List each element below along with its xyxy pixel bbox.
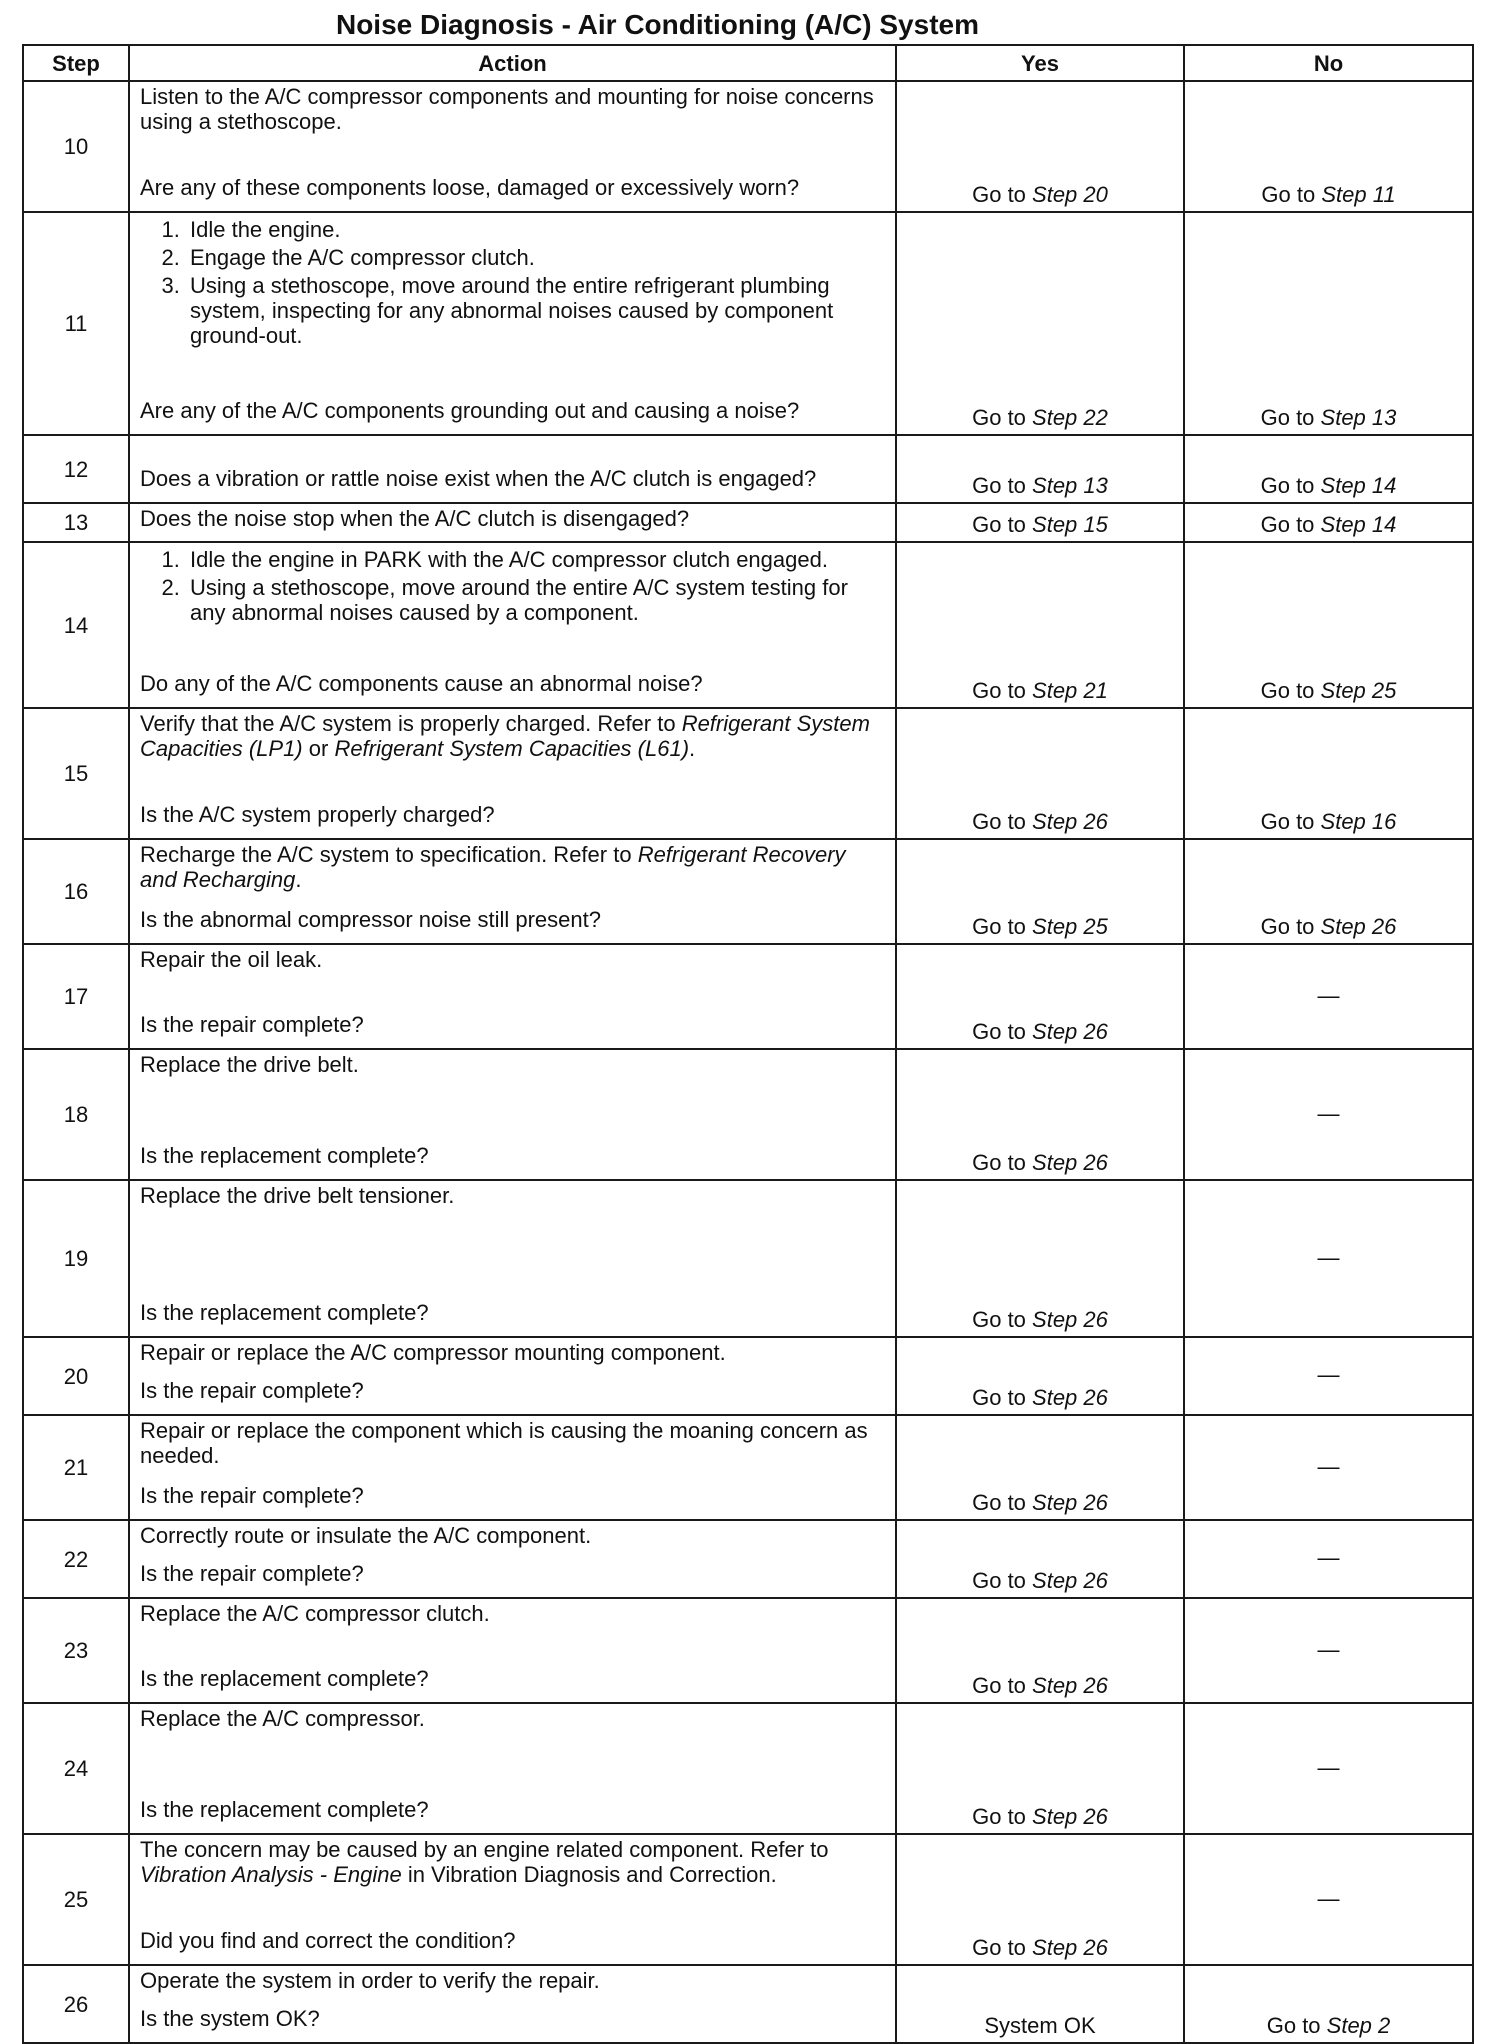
action-text-part: or [302,736,335,761]
reference-title: Refrigerant Recovery and Recharging [140,842,846,892]
step-number: 25 [23,1834,129,1965]
no-cell [1184,1337,1473,1415]
step-number: 13 [23,503,129,542]
result-prefix: Go to [972,182,1033,207]
step-reference: Step 25 [1320,678,1397,703]
action-instructions [140,84,887,134]
step-reference: Step 26 [1032,1568,1108,1593]
action-list-item: 1. Idle the engine. [186,217,887,242]
yes-cell [896,944,1184,1049]
action-instructions [140,1601,887,1626]
action-question: Are any of these components loose, damaged or excessively worn? [140,175,800,200]
header-step: Step [23,45,129,81]
table-row [23,1415,1473,1520]
action-text: Repair or replace the component which is causing the moaning concern as needed. [140,1418,868,1468]
action-text: Operate the system in order to verify the repair. [140,1968,600,1993]
action-question: Is the repair complete? [140,1012,364,1037]
step-reference: Step 26 [1032,1804,1108,1829]
no-cell [1184,1180,1473,1337]
yes-cell [896,1703,1184,1834]
no-cell [1184,1415,1473,1520]
action-cell [129,503,896,542]
action-cell [129,1180,896,1337]
yes-cell [896,1965,1184,2043]
reference-title: Vibration Analysis - Engine [140,1862,402,1887]
step-reference: Step 14 [1320,473,1397,498]
action-text: Replace the A/C compressor. [140,1706,425,1731]
action-question: Is the system OK? [140,2006,320,2031]
action-text [140,842,887,892]
step-reference: Step 14 [1320,512,1397,537]
no-cell [1184,839,1473,944]
step-reference: Step 26 [1032,1019,1108,1044]
step-number: 22 [23,1520,129,1598]
action-cell [129,1049,896,1180]
action-instructions [140,1052,887,1077]
result-text: — [1317,1885,1340,1911]
action-content [140,1418,887,1508]
step-reference: Step 22 [1032,405,1108,430]
table-row [23,435,1473,503]
action-question: Is the repair complete? [140,1483,364,1508]
action-content [140,1837,887,1953]
step-reference: Step 15 [1032,512,1108,537]
step-reference: Step 26 [1032,1490,1108,1515]
no-cell [1184,1703,1473,1834]
action-question: Did you find and correct the condition? [140,1928,516,1953]
action-question: Is the abnormal compressor noise still present? [140,907,601,932]
action-content [140,506,887,530]
page-title: Noise Diagnosis - Air Conditioning (A/C) System [335,9,979,40]
step-number: 16 [23,839,129,944]
action-content [140,711,887,827]
no-cell [1184,1049,1473,1180]
yes-cell [896,708,1184,839]
action-instructions [140,1523,887,1548]
result-text: — [1317,1545,1340,1570]
action-text: Replace the drive belt tensioner. [140,1183,455,1208]
result-text: — [1317,1362,1340,1387]
step-reference: Step 26 [1032,1673,1108,1698]
reference-title: Refrigerant System Capacities (LP1) [140,711,870,761]
result-text: — [1317,1100,1340,1126]
step-reference: Step 26 [1032,1150,1108,1175]
step-reference: Step 13 [1320,405,1397,430]
action-question: Is the A/C system properly charged? [140,802,495,827]
action-instructions [140,545,887,630]
result-prefix: Go to [1260,473,1321,498]
yes-cell [896,1520,1184,1598]
result-prefix: Go to [972,405,1033,430]
action-cell [129,435,896,503]
action-text-part: in Vibration Diagnosis and Correction. [401,1862,777,1887]
result-text: — [1317,1636,1340,1662]
action-text-part: The concern may be caused by an engine related component. Refer to [140,1837,829,1862]
table-row [23,542,1473,708]
step-reference: Step 26 [1320,914,1397,939]
table-row [23,1834,1473,1965]
step-number: 26 [23,1965,129,2043]
table-body [23,81,1473,2043]
action-question: Does a vibration or rattle noise exist when the A/C clutch is engaged? [140,466,817,491]
yes-cell [896,1415,1184,1520]
action-instructions [140,1968,887,1993]
result-prefix: Go to [972,1150,1033,1175]
result-prefix: Go to [972,512,1033,537]
action-cell [129,542,896,708]
step-reference: Step 26 [1032,1385,1108,1410]
action-instructions [140,215,887,353]
table-row [23,1965,1473,2043]
step-reference: Step 16 [1320,809,1397,834]
result-prefix: Go to [972,1804,1033,1829]
action-cell [129,1598,896,1703]
action-content [140,545,887,696]
step-reference: Step 20 [1032,182,1108,207]
result-prefix: Go to [972,1568,1033,1593]
result-prefix: Go to [972,1019,1033,1044]
action-cell [129,1415,896,1520]
result-prefix: Go to [972,1673,1033,1698]
yes-cell [896,212,1184,435]
yes-cell [896,1180,1184,1337]
action-cell [129,944,896,1049]
no-cell [1184,435,1473,503]
action-list-item: 2. Using a stethoscope, move around the entire A/C system testing for any abnormal noises caused by a component. [186,575,887,625]
action-list [140,547,887,625]
step-number: 14 [23,542,129,708]
step-number: 20 [23,1337,129,1415]
table-row [23,708,1473,839]
no-cell [1184,503,1473,542]
table-row [23,503,1473,542]
result-prefix: Go to [972,914,1033,939]
no-cell [1184,944,1473,1049]
action-text: Replace the drive belt. [140,1052,359,1077]
action-content [140,215,887,423]
action-text [140,1837,887,1887]
action-text-part: . [689,736,696,761]
step-number: 12 [23,435,129,503]
table-row [23,212,1473,435]
table-row [23,1180,1473,1337]
no-cell [1184,1834,1473,1965]
step-number: 18 [23,1049,129,1180]
result-text: — [1317,1453,1340,1479]
yes-cell [896,1834,1184,1965]
action-cell [129,708,896,839]
table-row [23,81,1473,212]
table-row [23,839,1473,944]
action-content [140,438,887,491]
step-number: 23 [23,1598,129,1703]
step-number: 10 [23,81,129,212]
result-prefix: Go to [972,1935,1033,1960]
action-text-part: Recharge the A/C system to specification. Refer to [140,842,638,867]
table-row [23,1337,1473,1415]
action-cell [129,1703,896,1834]
action-content [140,1052,887,1168]
step-number: 21 [23,1415,129,1520]
action-cell [129,1834,896,1965]
action-instructions [140,1706,887,1731]
no-cell [1184,212,1473,435]
action-cell [129,212,896,435]
action-list-item: 2. Engage the A/C compressor clutch. [186,245,887,270]
action-cell [129,81,896,212]
action-instructions [140,1340,887,1365]
action-text: Repair the oil leak. [140,947,323,972]
action-question: Do any of the A/C components cause an abnormal noise? [140,671,703,696]
step-reference: Step 21 [1032,678,1108,703]
step-number: 15 [23,708,129,839]
diagnosis-table [22,44,1474,2044]
action-text: Repair or replace the A/C compressor mounting component. [140,1340,726,1365]
table-row [23,1049,1473,1180]
table-row [23,1598,1473,1703]
result-prefix: Go to [972,1490,1033,1515]
action-text: Listen to the A/C compressor components and mounting for noise concerns using a stethoscope. [140,84,874,134]
action-text-part: Verify that the A/C system is properly charged. Refer to [140,711,682,736]
no-cell [1184,542,1473,708]
yes-cell [896,435,1184,503]
result-prefix: Go to [1261,182,1322,207]
action-instructions [140,947,887,972]
yes-cell [896,1598,1184,1703]
action-cell [129,1520,896,1598]
result-prefix: Go to [972,473,1033,498]
action-instructions [140,711,887,761]
action-instructions [140,1418,887,1468]
no-cell [1184,81,1473,212]
action-text: Correctly route or insulate the A/C component. [140,1523,592,1548]
step-reference: Step 2 [1326,2013,1391,2038]
yes-cell [896,81,1184,212]
no-cell [1184,1520,1473,1598]
step-reference: Step 26 [1032,1307,1108,1332]
step-number: 17 [23,944,129,1049]
step-number: 24 [23,1703,129,1834]
action-instructions [140,1837,887,1887]
action-content [140,84,887,200]
step-reference: Step 25 [1032,914,1108,939]
no-cell [1184,1598,1473,1703]
action-instructions [140,842,887,892]
step-reference: Step 13 [1032,473,1108,498]
action-content [140,1968,887,2031]
result-prefix: Go to [972,809,1033,834]
result-prefix: Go to [972,1385,1033,1410]
result-text: — [1317,1244,1340,1270]
result-text: — [1317,1754,1340,1780]
table-header-row [23,45,1473,81]
action-instructions [140,1183,887,1208]
step-reference: Step 26 [1032,809,1108,834]
header-yes: Yes [896,45,1184,81]
action-content [140,1183,887,1325]
action-text-part: . [295,867,302,892]
action-question: Is the replacement complete? [140,1666,429,1691]
reference-title: Refrigerant System Capacities (L61) [334,736,690,761]
action-cell [129,1337,896,1415]
yes-cell [896,1049,1184,1180]
no-cell [1184,708,1473,839]
action-question: Is the repair complete? [140,1561,364,1586]
step-number: 19 [23,1180,129,1337]
action-content [140,1523,887,1586]
action-question: Is the repair complete? [140,1378,364,1403]
action-text [140,711,887,761]
table-row [23,1520,1473,1598]
table-row [23,944,1473,1049]
action-question: Is the replacement complete? [140,1143,429,1168]
action-question: Is the replacement complete? [140,1300,429,1325]
yes-cell [896,1337,1184,1415]
step-reference: Step 26 [1032,1935,1108,1960]
no-cell [1184,1965,1473,2043]
header-no: No [1184,45,1473,81]
action-question: Are any of the A/C components grounding out and causing a noise? [140,398,800,423]
result-text: — [1317,982,1340,1008]
result-prefix: Go to [1266,2013,1327,2038]
result-prefix: Go to [972,678,1033,703]
action-text: Replace the A/C compressor clutch. [140,1601,490,1626]
result-prefix: Go to [1260,678,1321,703]
action-content [140,842,887,932]
yes-cell [896,503,1184,542]
step-number: 11 [23,212,129,435]
action-content [140,1601,887,1691]
action-question: Does the noise stop when the A/C clutch is disengaged? [140,506,690,531]
action-question: Is the replacement complete? [140,1797,429,1822]
table-row [23,1703,1473,1834]
action-content [140,947,887,1037]
action-list-item: 1. Idle the engine in PARK with the A/C compressor clutch engaged. [186,547,887,572]
yes-cell [896,839,1184,944]
action-content [140,1706,887,1822]
step-reference: Step 11 [1321,182,1396,207]
result-prefix: Go to [1260,809,1321,834]
result-prefix: Go to [1260,914,1321,939]
action-cell [129,839,896,944]
action-content [140,1340,887,1403]
result-text: System OK [984,2013,1096,2038]
result-prefix: Go to [972,1307,1033,1332]
action-cell [129,1965,896,2043]
header-action: Action [129,45,896,81]
action-list [140,217,887,348]
result-prefix: Go to [1260,512,1321,537]
yes-cell [896,542,1184,708]
result-prefix: Go to [1260,405,1321,430]
action-list-item: 3. Using a stethoscope, move around the entire refrigerant plumbing system, inspecting for any abnormal noises caused by component ground-out. [186,273,887,348]
